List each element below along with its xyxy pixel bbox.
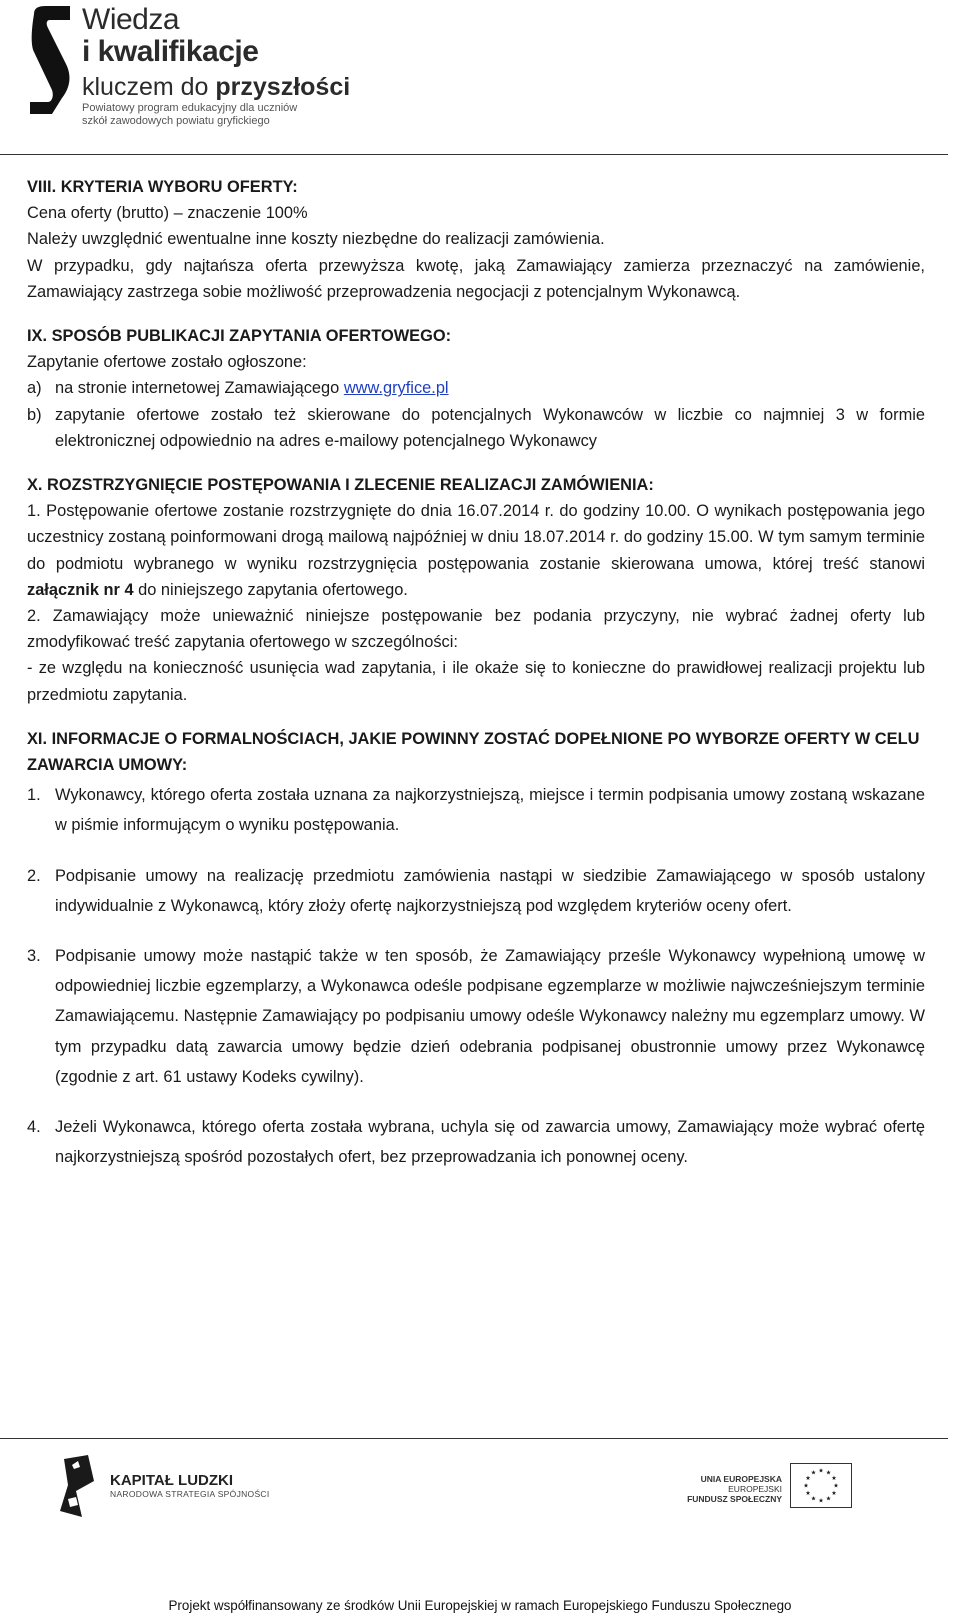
- list-item-number: 4.: [27, 1118, 41, 1137]
- item-text: zapytanie ofertowe zostało też skierowane do potencjalnych Wykonawców w liczbie co najmniej 3 w formie elektronicznej odpowiednio na adres e-mailowy potencjalnego Wykonawcy: [55, 405, 925, 450]
- list-item-number: 2.: [27, 866, 41, 885]
- program-logo-text: [82, 4, 350, 128]
- section-10-heading: X. ROZSTRZYGNIĘCIE POSTĘPOWANIA I ZLECENIE REALIZACJI ZAMÓWIENIA:: [27, 476, 654, 495]
- section-9-heading: IX. SPOSÓB PUBLIKACJI ZAPYTANIA OFERTOWEGO:: [27, 327, 452, 346]
- list-item: [27, 861, 925, 921]
- section-11-list: [27, 780, 925, 1172]
- item-label: a): [27, 379, 42, 398]
- section-11-heading: XI. INFORMACJE O FORMALNOŚCIACH, JAKIE POWINNY ZOSTAĆ DOPEŁNIONE PO WYBORZE OFERTY W CELU ZAWARCIA UMOWY:: [27, 729, 920, 775]
- list-item: [27, 780, 925, 840]
- kapital-ludzki-text: [110, 1473, 270, 1500]
- logo-s-mark-icon: [26, 6, 76, 116]
- section-8-line-1: Cena oferty (brutto) – znaczenie 100%: [27, 204, 308, 223]
- section-10-paragraph-1: [27, 498, 925, 603]
- list-item-text: Jeżeli Wykonawca, którego oferta została wybrana, uchyla się od zawarcia umowy, Zamawiający może wybrać ofertę najkorzystniejszą spośród pozostałych ofert, bez przeprowadzania ich ponownej oceny.: [55, 1118, 925, 1167]
- logo-line-3a: kluczem do: [82, 73, 216, 101]
- cofinancing-note: Projekt współfinansowany ze środków Unii Europejskiej w ramach Europejskiego Funduszu Społecznego: [168, 1598, 792, 1613]
- item-text: na stronie internetowej Zamawiającego: [55, 379, 344, 398]
- list-item-text: Podpisanie umowy może nastąpić także w ten sposób, że Zamawiający prześle Wykonawcy wypełnioną umowę w odpowiedniej liczbie egzemplarzy, a Wykonawca odeśle podpisane egzemplarze w możliwie najwcześniejszym terminie Zamawiającemu. Następnie Zamawiający po podpisaniu umowy odeśle Wykonawcy należny mu egzemplarz umowy. W tym przypadku datą zawarcia umowy będzie dzień odebrania podpisanej obustronnie umowy przez Wykonawcę (zgodnie z art. 61 ustawy Kodeks cywilny).: [55, 947, 925, 1086]
- section-9-item-a: [27, 375, 925, 401]
- gryfice-link[interactable]: www.gryfice.pl: [343, 379, 449, 398]
- section-9-intro: Zapytanie ofertowe zostało ogłoszone:: [27, 353, 307, 372]
- footer-divider: [0, 1438, 948, 1439]
- item-label: b): [27, 405, 42, 424]
- section-8-heading: VIII. KRYTERIA WYBORU OFERTY:: [27, 178, 298, 196]
- list-item: [27, 941, 925, 1092]
- eu-line-3: FUNDUSZ SPOŁECZNY: [687, 1494, 782, 1504]
- section-8-paragraph: W przypadku, gdy najtańsza oferta przewyższa kwotę, jaką Zamawiający zamierza przeznaczyć na zamówienie, Zamawiający zastrzega sobie możliwość przeprowadzenia negocjacji z potencjalnym Wykonawcą.: [27, 256, 925, 301]
- header-divider: [0, 154, 948, 155]
- kl-subtitle: NARODOWA STRATEGIA SPÓJNOŚCI: [110, 1489, 270, 1499]
- list-item-number: 1.: [27, 786, 41, 805]
- logo-line-2: i kwalifikacje: [82, 35, 259, 68]
- page-header: [0, 0, 960, 160]
- p1-text: 1. Postępowanie ofertowe zostanie rozstrzygnięte do dnia 16.07.2014 r. do godziny 10.00. O wynikach postępowania jego uczestnicy zostaną poinformowani drogą mailową najpóźniej w dniu 18.07.2014 r. do godziny 15.00. W tym samym terminie do podmiotu wybranego w wyniku rozstrzygnięcia postępowania zostanie skierowana umowa, której treść stanowi: [27, 502, 925, 573]
- list-item: [27, 1112, 925, 1172]
- logo-line-3: [82, 72, 350, 102]
- p1-text-end: do niniejszego zapytania ofertowego.: [133, 580, 408, 599]
- logo-line-1: Wiedza: [82, 3, 180, 36]
- kapital-ludzki-logo-icon: [58, 1455, 98, 1517]
- section-9-item-b: [27, 402, 925, 454]
- document-body: [27, 174, 925, 1193]
- kl-title: KAPITAŁ LUDZKI: [110, 1472, 234, 1489]
- eu-line-1: UNIA EUROPEJSKA: [700, 1474, 782, 1484]
- section-10-paragraph-2: 2. Zamawiający może unieważnić niniejsze postępowanie bez podania przyczyny, nie wybrać żadnej oferty lub zmodyfikować treść zapytania ofertowego w szczególności:: [27, 607, 925, 652]
- attachment-ref: załącznik nr 4: [27, 580, 134, 599]
- eu-flag-icon: [790, 1463, 852, 1508]
- list-item-text: Wykonawcy, którego oferta została uznana za najkorzystniejszą, miejsce i termin podpisania umowy zostaną wskazane w piśmie informującym o wyniku postępowania.: [55, 786, 925, 835]
- logo-line-5: szkół zawodowych powiatu gryfickiego: [82, 115, 270, 127]
- logo-line-3b: przyszłości: [215, 73, 351, 101]
- logo-line-4: Powiatowy program edukacyjny dla uczniów: [82, 102, 298, 114]
- eu-text: [672, 1474, 782, 1504]
- section-8-line-2: Należy uwzględnić ewentualne inne koszty niezbędne do realizacji zamówienia.: [27, 230, 605, 249]
- list-item-number: 3.: [27, 947, 41, 966]
- eu-line-2: EUROPEJSKI: [728, 1484, 782, 1494]
- list-item-text: Podpisanie umowy na realizację przedmiotu zamówienia nastąpi w siedzibie Zamawiającego w sposób ustalony indywidualnie z Wykonawcą, który złoży ofertę najkorzystniejszą pod względem kryteriów oceny ofert.: [55, 866, 925, 915]
- section-10-paragraph-3: - ze względu na konieczność usunięcia wad zapytania, i ile okaże się to konieczne do prawidłowej realizacji projektu lub przedmiotu zapytania.: [27, 659, 925, 704]
